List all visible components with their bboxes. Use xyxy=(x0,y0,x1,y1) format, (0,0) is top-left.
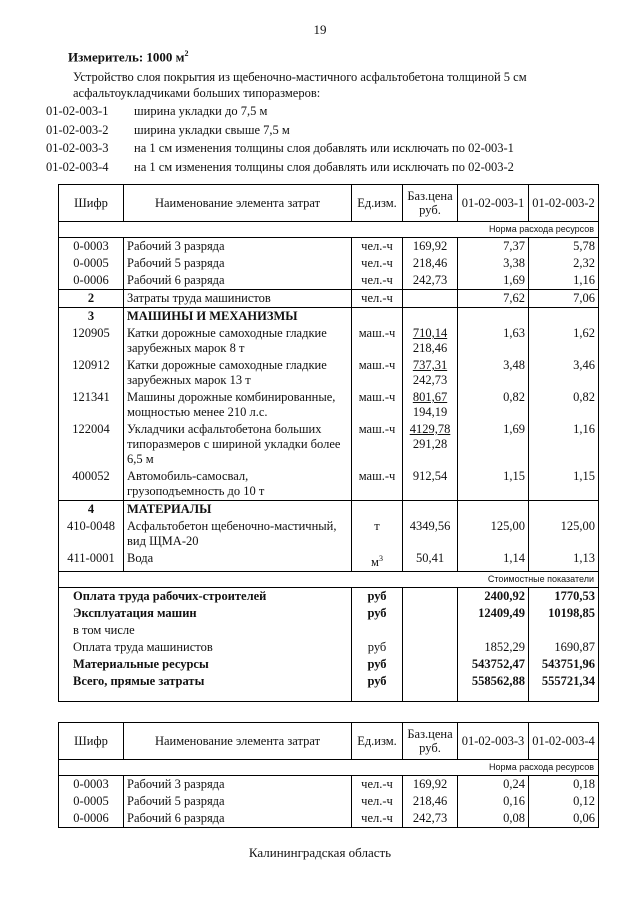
table-row xyxy=(59,238,599,256)
row-value-1: 1,14 xyxy=(458,550,529,572)
row-name: Рабочий 5 разряда xyxy=(124,255,352,272)
row-unit: т xyxy=(352,518,403,550)
price-value: 801,67 xyxy=(412,390,448,404)
price-value: 194,19 xyxy=(412,405,448,419)
row-code: 4 xyxy=(59,501,124,519)
row-value-2: 0,06 xyxy=(529,810,599,828)
code-text: на 1 см изменения толщины слоя добавлять или исключать по 02-003-1 xyxy=(134,141,514,155)
row-unit: чел.-ч xyxy=(352,255,403,272)
cost-name: Оплата труда машинистов xyxy=(59,639,352,656)
price-value: 242,73 xyxy=(412,373,448,387)
row-value-1: 0,82 xyxy=(458,389,529,421)
row-name: МАШИНЫ И МЕХАНИЗМЫ xyxy=(124,308,352,326)
row-value-2: 0,82 xyxy=(529,389,599,421)
row-price xyxy=(403,793,458,810)
price-value: 737,31 xyxy=(412,358,448,372)
row-name: Катки дорожные самоходные гладкие зарубежных марок 13 т xyxy=(124,357,352,389)
row-unit xyxy=(352,501,403,519)
row-code: 400052 xyxy=(59,468,124,501)
row-name: Укладчики асфальтобетона больших типоразмеров с шириной укладки более 6,5 м xyxy=(124,421,352,468)
code-text: ширина укладки свыше 7,5 м xyxy=(134,122,290,137)
price-value: 218,46 xyxy=(412,794,448,808)
row-name: Машины дорожные комбинированные, мощностью менее 210 л.с. xyxy=(124,389,352,421)
description-line-2: асфальтоукладчиками больших типоразмеров: xyxy=(73,86,321,100)
row-price xyxy=(403,421,458,468)
measure-label: Измеритель: 1000 $м^2$ xyxy=(68,49,189,65)
header-name: Наименование элемента затрат xyxy=(124,185,352,222)
cost-value-1: 1852,29 xyxy=(458,639,529,656)
price-value: 242,73 xyxy=(412,811,448,825)
header-price: Баз.цена руб. xyxy=(403,723,458,760)
row-code: 0-0003 xyxy=(59,238,124,256)
row-price xyxy=(403,290,458,308)
row-code: 0-0005 xyxy=(59,255,124,272)
row-value-1: 1,15 xyxy=(458,468,529,501)
row-unit: чел.-ч xyxy=(352,810,403,828)
row-name: Вода xyxy=(124,550,352,572)
row-value-2: 1,13 xyxy=(529,550,599,572)
price-value: 169,92 xyxy=(412,239,448,253)
cost-unit: руб xyxy=(352,605,403,622)
row-code: 410-0048 xyxy=(59,518,124,550)
row-value-2: 2,32 xyxy=(529,255,599,272)
row-name: Рабочий 5 разряда xyxy=(124,793,352,810)
cost-unit: руб xyxy=(352,588,403,606)
row-value-2 xyxy=(529,501,599,519)
cost-value-2 xyxy=(529,622,599,639)
code-id: 01-02-003-3 xyxy=(46,141,109,155)
header-price: Баз.цена руб. xyxy=(403,185,458,222)
price-value: 218,46 xyxy=(412,256,448,270)
cost-label: Стоимостные показатели xyxy=(59,572,599,588)
row-price xyxy=(403,308,458,326)
row-price xyxy=(403,325,458,357)
table-row xyxy=(59,810,599,828)
row-value-1: 3,48 xyxy=(458,357,529,389)
table-row xyxy=(59,421,599,468)
row-unit: чел.-ч xyxy=(352,272,403,290)
code-text: ширина укладки до 7,5 м xyxy=(134,104,268,118)
table-row xyxy=(59,255,599,272)
row-value-2: 3,46 xyxy=(529,357,599,389)
row-unit: чел.-ч xyxy=(352,238,403,256)
price-value: 912,54 xyxy=(412,469,448,483)
row-value-1: 7,62 xyxy=(458,290,529,308)
row-unit: $м^3$ xyxy=(352,550,403,572)
row-code: 3 xyxy=(59,308,124,326)
cost-unit xyxy=(352,622,403,639)
table-row xyxy=(59,550,599,572)
cost-name: Материальные ресурсы xyxy=(59,656,352,673)
row-value-1: 3,38 xyxy=(458,255,529,272)
row-price xyxy=(403,776,458,794)
cost-row xyxy=(59,605,599,622)
row-price xyxy=(403,389,458,421)
cost-value-1: 2400,92 xyxy=(458,588,529,606)
row-name: Рабочий 3 разряда xyxy=(124,238,352,256)
row-value-2 xyxy=(529,308,599,326)
row-unit: маш.-ч xyxy=(352,357,403,389)
row-code: 0-0006 xyxy=(59,810,124,828)
row-code: 120912 xyxy=(59,357,124,389)
row-price xyxy=(403,501,458,519)
cost-name: Эксплуатация машин xyxy=(59,605,352,622)
resource-table-2 xyxy=(58,722,599,828)
cost-name: в том числе xyxy=(59,622,352,639)
header-col-1: 01-02-003-3 xyxy=(458,723,529,760)
header-code: Шифр xyxy=(59,723,124,760)
cost-value-2: 543751,96 xyxy=(529,656,599,673)
row-unit: маш.-ч xyxy=(352,325,403,357)
row-value-1: 0,16 xyxy=(458,793,529,810)
row-value-2: 0,18 xyxy=(529,776,599,794)
row-name: Рабочий 3 разряда xyxy=(124,776,352,794)
row-value-1 xyxy=(458,501,529,519)
price-value: 4349,56 xyxy=(409,519,451,533)
row-unit: маш.-ч xyxy=(352,468,403,501)
row-code: 0-0005 xyxy=(59,793,124,810)
code-id: 01-02-003-4 xyxy=(46,159,109,174)
row-unit: чел.-ч xyxy=(352,290,403,308)
header-name: Наименование элемента затрат xyxy=(124,723,352,760)
row-price xyxy=(403,468,458,501)
norm-label: Норма расхода ресурсов xyxy=(59,222,599,238)
header-col-2: 01-02-003-4 xyxy=(529,723,599,760)
cost-unit: руб xyxy=(352,673,403,702)
table-row xyxy=(59,468,599,501)
cost-row xyxy=(59,656,599,673)
table-row xyxy=(59,325,599,357)
row-price xyxy=(403,550,458,572)
row-value-2: 5,78 xyxy=(529,238,599,256)
cost-row xyxy=(59,588,599,606)
table-row xyxy=(59,357,599,389)
table-row xyxy=(59,389,599,421)
row-value-1: 7,37 xyxy=(458,238,529,256)
row-code: 0-0006 xyxy=(59,272,124,290)
row-name: Рабочий 6 разряда xyxy=(124,810,352,828)
row-name: Автомобиль-самосвал, грузоподъемность до 10 т xyxy=(124,468,352,501)
page-number: 19 xyxy=(313,22,327,37)
row-code: 122004 xyxy=(59,421,124,468)
cost-value-2: 10198,85 xyxy=(529,605,599,622)
row-code: 121341 xyxy=(59,389,124,421)
table-row xyxy=(59,793,599,810)
row-value-1: 1,69 xyxy=(458,272,529,290)
footer-region: Калининградская область xyxy=(248,845,392,860)
row-name: Затраты труда машинистов xyxy=(124,290,352,308)
row-unit: чел.-ч xyxy=(352,793,403,810)
row-value-1: 0,08 xyxy=(458,810,529,828)
row-name: МАТЕРИАЛЫ xyxy=(124,501,352,519)
cost-unit: руб xyxy=(352,656,403,673)
price-value: 218,46 xyxy=(412,341,448,355)
table-row xyxy=(59,308,599,326)
row-code: 0-0003 xyxy=(59,776,124,794)
table-row xyxy=(59,501,599,519)
cost-unit: руб xyxy=(352,639,403,656)
table-row xyxy=(59,272,599,290)
cost-value-2: 1770,53 xyxy=(529,588,599,606)
table-row xyxy=(59,290,599,308)
row-value-1: 0,24 xyxy=(458,776,529,794)
row-value-2: 0,12 xyxy=(529,793,599,810)
row-value-2: 1,15 xyxy=(529,468,599,501)
cost-value-1: 12409,49 xyxy=(458,605,529,622)
row-price xyxy=(403,272,458,290)
row-name: Катки дорожные самоходные гладкие зарубежных марок 8 т xyxy=(124,325,352,357)
row-value-2: 1,62 xyxy=(529,325,599,357)
resource-table-1 xyxy=(58,184,599,702)
row-code: 411-0001 xyxy=(59,550,124,572)
code-text: на 1 см изменения толщины слоя добавлять или исключать по 02-003-2 xyxy=(134,159,514,174)
row-unit xyxy=(352,308,403,326)
row-name: Асфальтобетон щебеночно-мастичный, вид ЩМА-20 xyxy=(124,518,352,550)
cost-value-1: 558562,88 xyxy=(458,673,529,702)
header-unit: Ед.изм. xyxy=(352,185,403,222)
header-unit: Ед.изм. xyxy=(352,723,403,760)
row-price xyxy=(403,238,458,256)
cost-name: Всего, прямые затраты xyxy=(59,673,352,702)
table-row xyxy=(59,776,599,794)
row-value-2: 1,16 xyxy=(529,272,599,290)
cost-row xyxy=(59,622,599,639)
row-code: 120905 xyxy=(59,325,124,357)
description-line-1: Устройство слоя покрытия из щебеночно-мастичного асфальтобетона толщиной 5 см xyxy=(73,70,527,84)
row-price xyxy=(403,255,458,272)
row-price xyxy=(403,357,458,389)
row-price xyxy=(403,810,458,828)
header-col-2: 01-02-003-2 xyxy=(529,185,599,222)
row-price xyxy=(403,518,458,550)
table-row xyxy=(59,518,599,550)
code-id: 01-02-003-1 xyxy=(46,104,109,118)
cost-value-2: 555721,34 xyxy=(529,673,599,702)
price-value: 291,28 xyxy=(412,437,448,451)
price-value: 242,73 xyxy=(412,273,448,287)
price-value: 50,41 xyxy=(415,551,445,565)
header-code: Шифр xyxy=(59,185,124,222)
row-value-1 xyxy=(458,308,529,326)
price-value: 169,92 xyxy=(412,777,448,791)
cost-value-1: 543752,47 xyxy=(458,656,529,673)
cost-value-1 xyxy=(458,622,529,639)
row-unit: маш.-ч xyxy=(352,421,403,468)
norm-label: Норма расхода ресурсов xyxy=(59,760,599,776)
price-value: 710,14 xyxy=(412,326,448,340)
cost-row xyxy=(59,673,599,702)
cost-name: Оплата труда рабочих-строителей xyxy=(59,588,352,606)
row-value-1: 1,69 xyxy=(458,421,529,468)
row-unit: маш.-ч xyxy=(352,389,403,421)
cost-row xyxy=(59,639,599,656)
price-value: 4129,78 xyxy=(409,422,451,436)
row-value-2: 125,00 xyxy=(529,518,599,550)
row-value-2: 1,16 xyxy=(529,421,599,468)
cost-value-2: 1690,87 xyxy=(529,639,599,656)
row-value-1: 125,00 xyxy=(458,518,529,550)
row-code: 2 xyxy=(59,290,124,308)
header-col-1: 01-02-003-1 xyxy=(458,185,529,222)
row-unit: чел.-ч xyxy=(352,776,403,794)
row-name: Рабочий 6 разряда xyxy=(124,272,352,290)
row-value-1: 1,63 xyxy=(458,325,529,357)
row-value-2: 7,06 xyxy=(529,290,599,308)
code-id: 01-02-003-2 xyxy=(46,122,109,137)
